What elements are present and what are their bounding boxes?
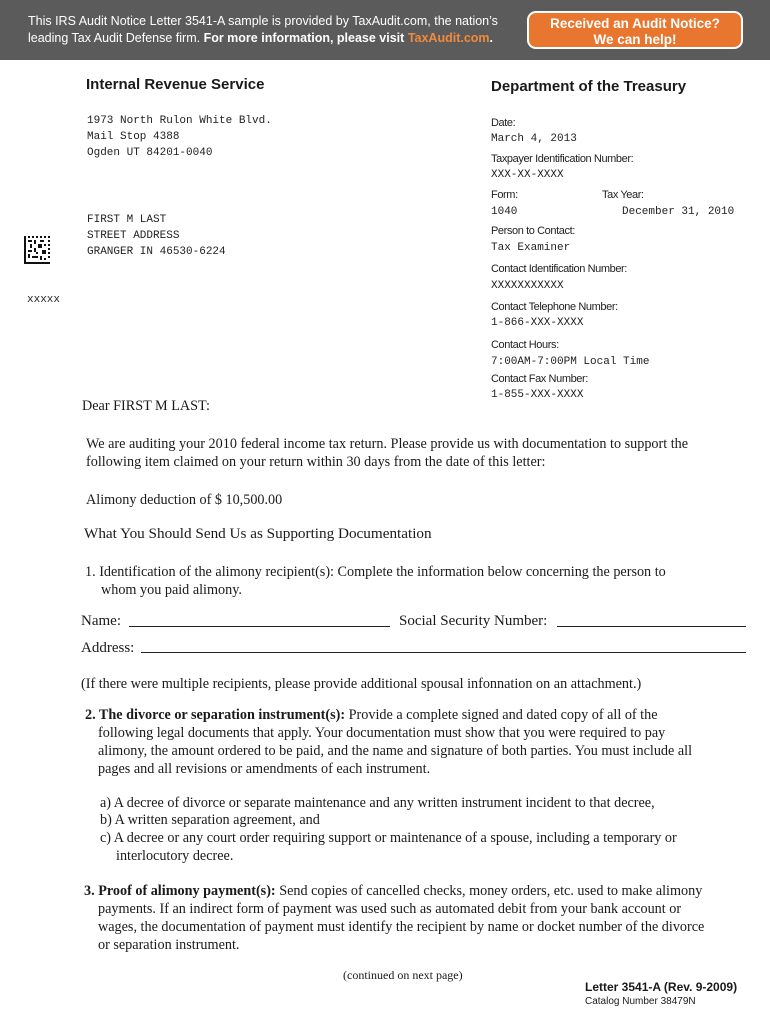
phone-label: Contact Telephone Number: <box>491 301 618 313</box>
fax-value: 1-855-XXX-XXXX <box>491 389 584 401</box>
item-2 <box>85 706 735 778</box>
catalog-number: Catalog Number 38479N <box>585 996 696 1007</box>
date-value: March 4, 2013 <box>491 133 577 145</box>
section-title: What You Should Send Us as Supporting Documentation <box>84 525 432 542</box>
date-label: Date: <box>491 117 516 129</box>
continued-note: (continued on next page) <box>343 968 463 982</box>
item-3-line: wages, the documentation of payment must identify the recipient by name or docket number of the divorce <box>98 919 705 935</box>
salutation: Dear FIRST M LAST: <box>82 398 210 414</box>
hours-value: 7:00AM-7:00PM Local Time <box>491 356 650 368</box>
banner-line-1: This IRS Audit Notice Letter 3541-A sample is provided by TaxAudit.com, the nation’s <box>28 14 498 28</box>
taxaudit-link[interactable]: TaxAudit.com <box>407 31 490 45</box>
banner-line-2-prefix: leading Tax Audit Defense firm. <box>28 31 201 45</box>
form-value: 1040 <box>491 206 518 218</box>
recipient-code: xxxxx <box>27 294 61 306</box>
fax-label: Contact Fax Number: <box>491 373 588 385</box>
multiple-recipients-note: (If there were multiple recipients, please provide additional spousal infonnation on an attachment.) <box>81 676 642 692</box>
intro-line: We are auditing your 2010 federal income tax return. Please provide us with documentation to support the <box>86 436 689 452</box>
banner-text <box>28 13 508 47</box>
item-2-line: alimony, the amount ordered to be paid, and the name and signature of both parties. You must include all <box>98 743 693 759</box>
item-3-line: payments. If an indirect form of payment was used such as automated debit from your bank account or <box>98 901 682 917</box>
agency-name: Internal Revenue Service <box>86 76 265 93</box>
item-2-line <box>85 706 735 724</box>
item-2-line: pages and all revisions or amendments of each instrument. <box>98 761 431 777</box>
tin-value: XXX-XX-XXXX <box>491 169 564 181</box>
recipient-line: GRANGER IN 46530-6224 <box>87 246 226 258</box>
address-field[interactable] <box>141 652 746 653</box>
department-name: Department of the Treasury <box>491 78 687 95</box>
item-3-heading: 3. Proof of alimony payment(s): <box>84 883 276 899</box>
recipient-line: STREET ADDRESS <box>87 230 180 242</box>
item-2-text: Provide a complete signed and dated copy of all of the <box>345 707 658 723</box>
tax-year-label: Tax Year: <box>602 189 644 201</box>
form-label: Form: <box>491 189 518 201</box>
item-2-heading: 2. The divorce or separation instrument(s): <box>85 707 346 723</box>
item-3-line: or separation instrument. <box>98 937 240 953</box>
ssn-field[interactable] <box>557 626 746 627</box>
name-field[interactable] <box>129 626 390 627</box>
phone-value: 1-866-XXX-XXXX <box>491 317 584 329</box>
sub-item-a: a) A decree of divorce or separate maintenance and any written instrument incident to that decree, <box>100 795 655 811</box>
irs-address-line: Ogden UT 84201-0040 <box>87 147 213 159</box>
contact-value: Tax Examiner <box>491 242 571 254</box>
sub-item-b: b) A written separation agreement, and <box>100 812 320 828</box>
contact-label: Person to Contact: <box>491 225 575 237</box>
item-1-line-2: whom you paid alimony. <box>101 582 242 598</box>
recipient-address <box>87 212 226 260</box>
banner-line-2 <box>28 30 508 47</box>
sub-item-c-line-2: interlocutory decree. <box>116 848 234 864</box>
promo-banner <box>0 0 770 60</box>
item-3-line <box>84 882 744 900</box>
intro-paragraph <box>86 435 688 471</box>
tax-year-value: December 31, 2010 <box>622 206 735 218</box>
contact-id-label: Contact Identification Number: <box>491 263 627 275</box>
cta-line-1: Received an Audit Notice? <box>550 16 720 31</box>
datamatrix-barcode-icon <box>24 236 50 264</box>
item-2-line: following legal documents that apply. Your documentation must show that you were required to pay <box>98 725 666 741</box>
intro-line: following item claimed on your return within 30 days from the date of this letter: <box>86 454 546 470</box>
audit-item: Alimony deduction of $ 10,500.00 <box>86 492 283 508</box>
audit-help-button[interactable] <box>527 11 743 49</box>
recipient-line: FIRST M LAST <box>87 214 167 226</box>
irs-address <box>87 113 272 161</box>
irs-address-line: 1973 North Rulon White Blvd. <box>87 115 272 127</box>
item-1-line-1: 1. Identification of the alimony recipient(s): Complete the information below concerning the person to <box>85 564 666 580</box>
contact-id-value: XXXXXXXXXXX <box>491 280 564 292</box>
banner-line-2-bold: For more information, please visit <box>203 31 405 45</box>
sub-item-c-line-1: c) A decree or any court order requiring support or maintenance of a spouse, including a temporary or <box>100 830 677 846</box>
tin-label: Taxpayer Identification Number: <box>491 153 634 165</box>
ssn-label: Social Security Number: <box>399 613 548 629</box>
letter-id: Letter 3541-A (Rev. 9-2009) <box>585 980 738 994</box>
cta-line-2: We can help! <box>593 32 677 47</box>
banner-period: . <box>489 31 494 45</box>
irs-address-line: Mail Stop 4388 <box>87 131 180 143</box>
hours-label: Contact Hours: <box>491 339 559 351</box>
name-label: Name: <box>81 613 121 629</box>
item-3 <box>84 882 744 954</box>
address-label: Address: <box>81 640 135 656</box>
item-3-text: Send copies of cancelled checks, money orders, etc. used to make alimony <box>275 883 703 899</box>
